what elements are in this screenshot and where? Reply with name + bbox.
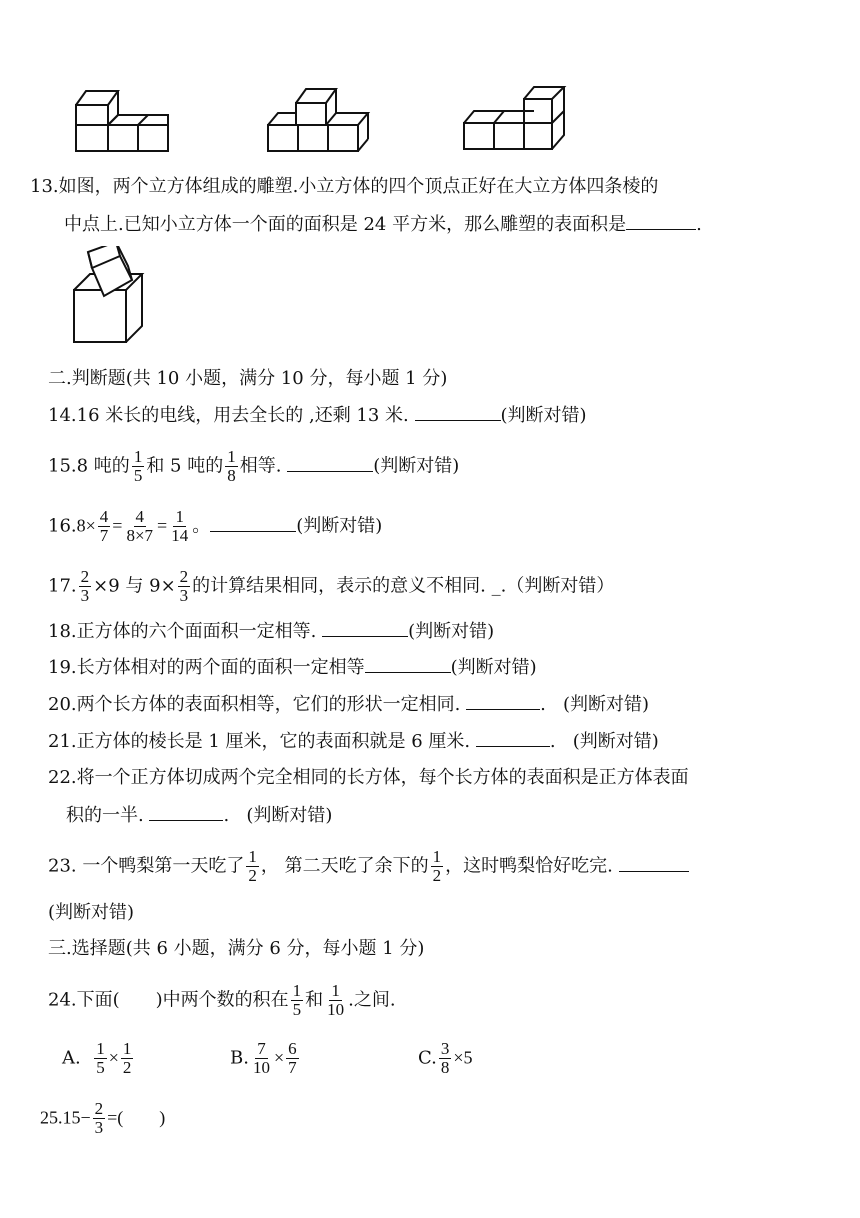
question-15: 15.8 吨的 $\frac{1}{5}$ 和 5 吨的 $\frac{1}{8}$ 相等. (判断对错) (48, 447, 460, 485)
question-21: 21.正方体的棱长是 1 厘米，它的表面积就是 6 厘米. . (判断对错) (48, 731, 659, 752)
cube-figure-2 (266, 85, 376, 155)
answer-blank[interactable] (626, 213, 696, 230)
option-b[interactable]: B. $\frac{7}{10}$ × $\frac{6}{7}$ (230, 1039, 297, 1077)
question-13-line1: 13.如图，两个立方体组成的雕塑.小立方体的四个顶点正好在大立方体四条棱的 (30, 176, 659, 197)
answer-blank[interactable] (619, 855, 689, 872)
question-22-line2: 积的一半. . (判断对错) (66, 805, 333, 826)
fraction: $\frac{1}{2}$ (248, 847, 257, 885)
answer-blank[interactable] (149, 804, 223, 821)
question-16: 16.8× $\frac{4}{7}$ = $\frac{4}{8\times 7}$ = $\frac{1}{14}$ 。 (判断对错) (48, 507, 383, 545)
fraction: $\frac{7}{10}$ (252, 1039, 270, 1077)
fraction: $\frac{1}{2}$ (122, 1039, 132, 1077)
answer-blank[interactable] (322, 620, 408, 637)
fraction: $\frac{1}{10}$ (327, 981, 345, 1019)
fraction: $\frac{4}{7}$ (99, 507, 109, 545)
sculpture-figure (70, 246, 160, 346)
answer-blank[interactable]: _ (491, 575, 501, 597)
fraction: $\frac{6}{7}$ (288, 1039, 297, 1077)
section-3-title: 三.选择题(共 6 小题，满分 6 分，每小题 1 分) (48, 938, 425, 959)
fraction: $\frac{2}{3}$ (80, 567, 90, 605)
question-24: 24.下面( )中两个数的积在 $\frac{1}{5}$ 和 $\frac{1}{10}$ .之间. (48, 981, 396, 1019)
answer-blank[interactable] (287, 455, 373, 472)
question-22-line1: 22.将一个正方体切成两个完全相同的长方体，每个长方体的表面积是正方体表面 (48, 767, 689, 788)
fraction: $\frac{1}{14}$ (171, 507, 189, 545)
question-13-line2: 中点上.已知小立方体一个面的面积是 24 平方米，那么雕塑的表面积是 . (64, 214, 702, 235)
answer-blank[interactable] (415, 404, 501, 421)
fraction: $\frac{1}{8}$ (227, 447, 236, 485)
answer-blank[interactable] (365, 656, 451, 673)
question-18: 18.正方体的六个面面积一定相等. (判断对错) (48, 621, 495, 642)
option-a[interactable]: A. $\frac{1}{5}$ × $\frac{1}{2}$ (62, 1039, 132, 1077)
cube-figure-3 (458, 85, 578, 155)
answer-blank[interactable] (476, 730, 550, 747)
answer-blank[interactable] (466, 693, 540, 710)
question-19: 19.长方体相对的两个面的面积一定相等 (判断对错) (48, 657, 537, 678)
question-14: 14.16 米长的电线，用去全长的 ,还剩 13 米. (判断对错) (48, 405, 587, 426)
fraction: $\frac{2}{3}$ (94, 1099, 104, 1137)
question-25: 25.15− $\frac{2}{3}$ =( ) (40, 1099, 166, 1137)
question-23-line2: (判断对错) (48, 902, 135, 923)
question-17: 17. $\frac{2}{3}$ ×9 与 9× $\frac{2}{3}$ 的计算结果相同，表示的意义不相同. _.（判断对错） (48, 567, 615, 605)
answer-blank[interactable] (210, 515, 296, 532)
fraction: $\frac{1}{5}$ (96, 1039, 105, 1077)
fraction: $\frac{1}{2}$ (432, 847, 442, 885)
question-20: 20.两个长方体的表面积相等，它们的形状一定相同. . (判断对错) (48, 694, 650, 715)
cube-figure-1 (72, 85, 172, 155)
section-2-title: 二.判断题(共 10 小题，满分 10 分，每小题 1 分) (48, 368, 448, 389)
fraction: $\frac{4}{8\times 7}$ (126, 507, 154, 545)
fraction: $\frac{2}{3}$ (179, 567, 189, 605)
fraction: $\frac{3}{8}$ (440, 1039, 450, 1077)
option-c[interactable]: C. $\frac{3}{8}$ ×5 (418, 1039, 473, 1077)
fraction: $\frac{1}{5}$ (133, 447, 143, 485)
question-23: 23. 一个鸭梨第一天吃了 $\frac{1}{2}$ ， 第二天吃了余下的 $\frac{1}{2}$ ，这时鸭梨恰好吃完. (48, 848, 689, 885)
fraction: $\frac{1}{5}$ (292, 981, 302, 1019)
